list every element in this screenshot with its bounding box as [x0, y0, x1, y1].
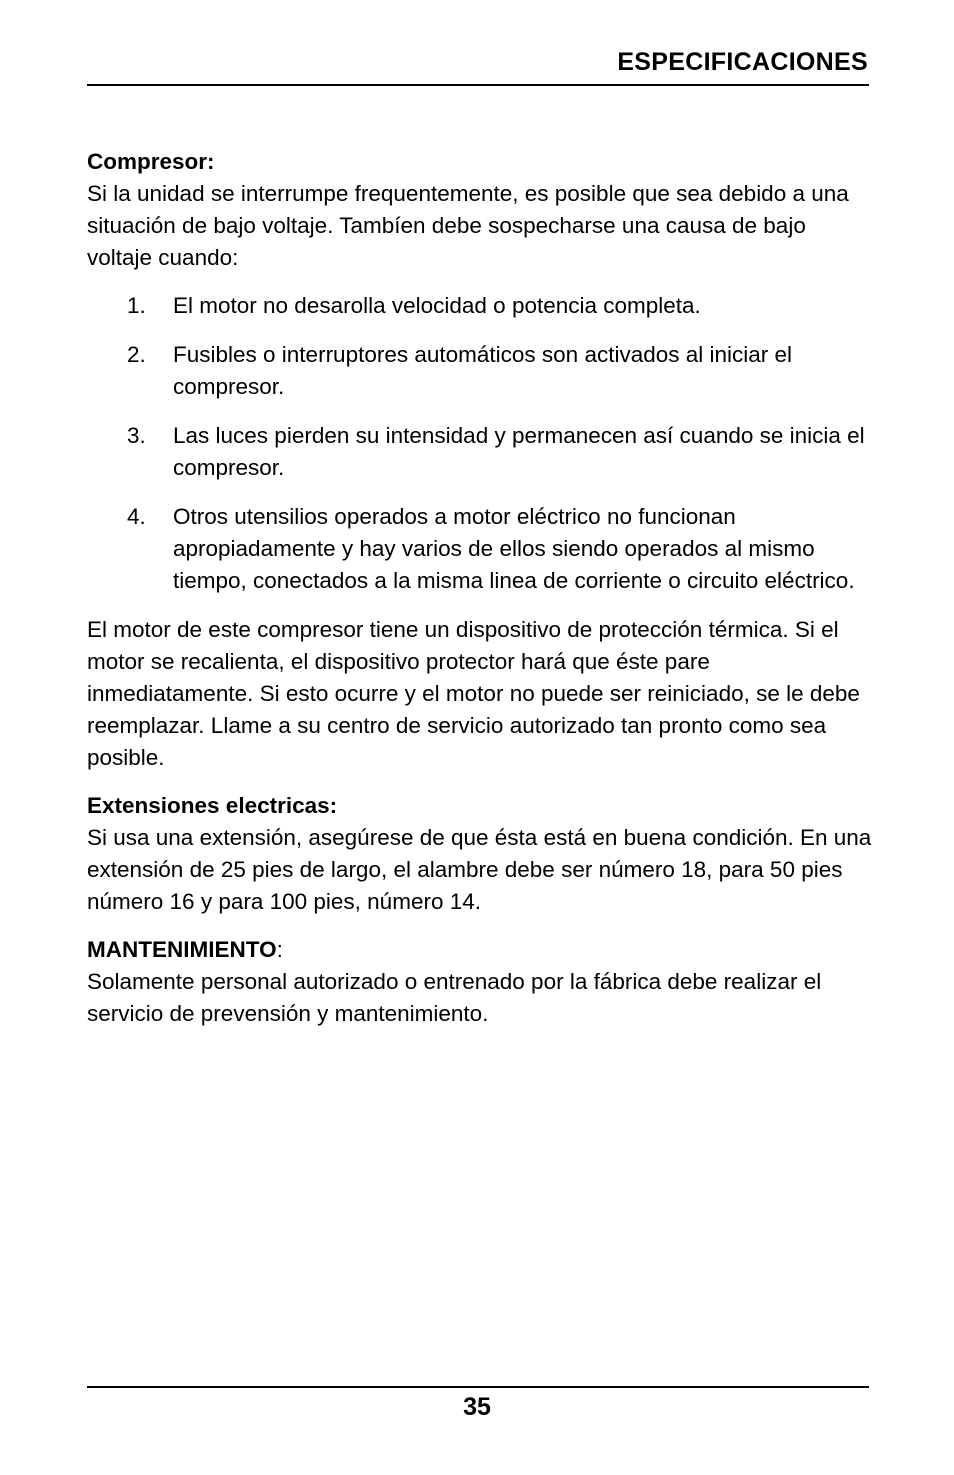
list-item-text: Fusibles o interruptores automáticos son activados al iniciar el compresor.: [173, 342, 793, 399]
list-item-text: Las luces pierden su intensidad y permanecen así cuando se inicia el compresor.: [173, 423, 865, 480]
list-item-number: 3.: [127, 423, 146, 448]
extensiones-heading: Extensiones electricas:: [87, 793, 338, 818]
thermal-protection-paragraph: El motor de este compresor tiene un dispositivo de protección térmica. Si el motor se recalienta, el dispositivo protector hará que éste pare inmediatamente. Si esto ocurre y el motor no puede ser reiniciado, se le debe reemplazar. Llame a su centro de servicio autorizado tan pronto como sea posible.: [87, 617, 860, 770]
mantenimiento-heading: MANTENIMIENTO: [87, 937, 277, 962]
mantenimiento-colon: :: [276, 937, 283, 962]
list-item: [87, 290, 872, 322]
extensiones-body: Si usa una extensión, asegúrese de que ésta está en buena condición. En una extensión de 25 pies de largo, el alambre debe ser número 18, para 50 pies número 16 y para 100 pies, número 14.: [87, 825, 872, 914]
list-item-number: 4.: [127, 504, 146, 529]
header-divider: [87, 84, 869, 86]
compresor-intro: Si la unidad se interrumpe frequentemente, es posible que sea debido a una situación de bajo voltaje. Tambíen debe sospecharse una causa de bajo voltaje cuando:: [87, 181, 849, 270]
page-content: [87, 146, 872, 1030]
low-voltage-conditions-list: [87, 290, 872, 597]
list-item-text: El motor no desarolla velocidad o potencia completa.: [173, 293, 701, 318]
mantenimiento-body: Solamente personal autorizado o entrenado por la fábrica debe realizar el servicio de prevensión y mantenimiento.: [87, 969, 822, 1026]
list-item: [87, 420, 872, 484]
list-item-number: 2.: [127, 342, 146, 367]
footer-divider: [87, 1386, 869, 1388]
mantenimiento-heading-line: [87, 934, 872, 966]
list-item: [87, 501, 872, 597]
compresor-heading: Compresor:: [87, 149, 215, 174]
page-number: 35: [463, 1393, 491, 1421]
list-item-text: Otros utensilios operados a motor eléctrico no funcionan apropiadamente y hay varios de ellos siendo operados al mismo tiempo, conectados a la misma linea de corriente o circuito eléctrico.: [173, 504, 855, 593]
list-item-number: 1.: [127, 293, 146, 318]
list-item: [87, 339, 872, 403]
page-header-title: ESPECIFICACIONES: [617, 48, 868, 76]
